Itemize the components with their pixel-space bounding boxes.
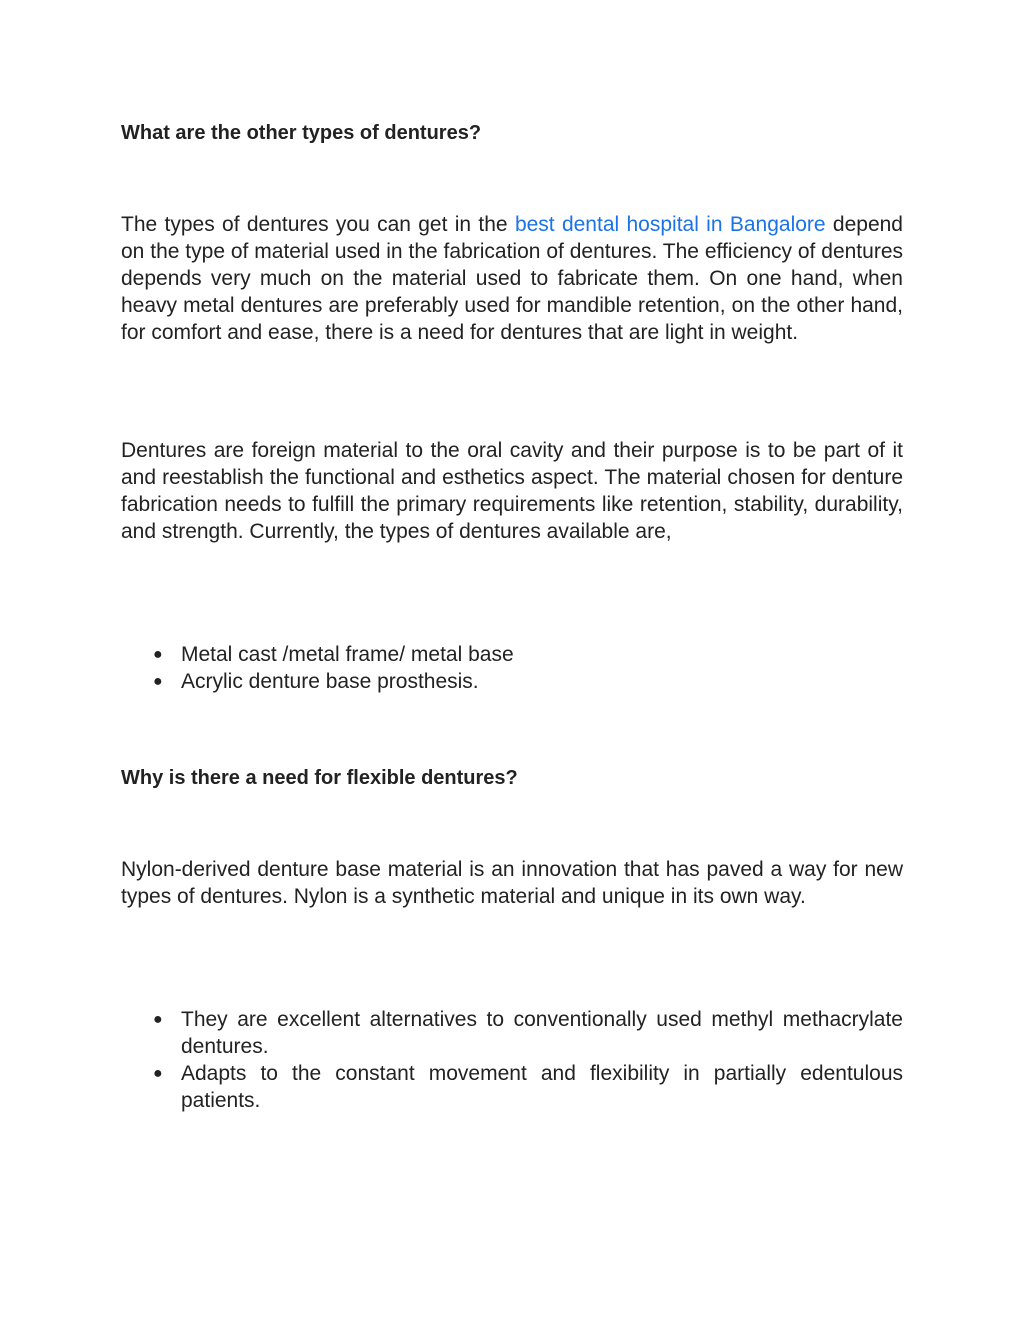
list-item [121, 668, 903, 695]
list-item-text: Acrylic denture base prosthesis. [181, 670, 479, 693]
bullet-icon: ● [153, 1065, 163, 1082]
paragraph-foreign-material: Dentures are foreign material to the oral cavity and their purpose is to be part of it and reestablish the functional and esthetics aspect. The material chosen for denture fabrication needs to fulfill the primary requirements like retention, stability, durability, and strength. Currently, the types of dentures available are, [121, 439, 903, 543]
bullet-icon: ● [153, 673, 163, 690]
paragraph-text: depend on the type of material used in the fabrication of dentures. The efficiency of dentures depends very much on the material used to fabricate them. On one hand, when heavy metal dentures are preferably used for mandible retention, on the other hand, for comfort and ease, there is a need for dentures that are light in weight. [121, 213, 903, 344]
list-item [121, 641, 903, 668]
list-item-text: They are excellent alternatives to conventionally used methyl methacrylate dentures. [181, 1008, 903, 1058]
flexible-dentures-benefits-list [121, 1006, 903, 1114]
paragraph-text: The types of dentures you can get in the [121, 213, 515, 236]
list-item [121, 1006, 903, 1060]
paragraph-types-of-dentures [121, 211, 903, 346]
best-dental-hospital-link[interactable]: best dental hospital in Bangalore [514, 213, 826, 236]
list-item [121, 1060, 903, 1114]
heading-flexible-dentures: Why is there a need for flexible dentures? [121, 767, 518, 789]
bullet-icon: ● [153, 1011, 163, 1028]
list-item-text: Adapts to the constant movement and flexibility in partially edentulous patients. [181, 1062, 903, 1112]
list-item-text: Metal cast /metal frame/ metal base [181, 643, 514, 666]
denture-types-list [121, 641, 903, 695]
paragraph-nylon-derived: Nylon-derived denture base material is an innovation that has paved a way for new types of dentures. Nylon is a synthetic material and unique in its own way. [121, 858, 903, 908]
bullet-icon: ● [153, 646, 163, 663]
heading-other-types-of-dentures: What are the other types of dentures? [121, 122, 482, 144]
